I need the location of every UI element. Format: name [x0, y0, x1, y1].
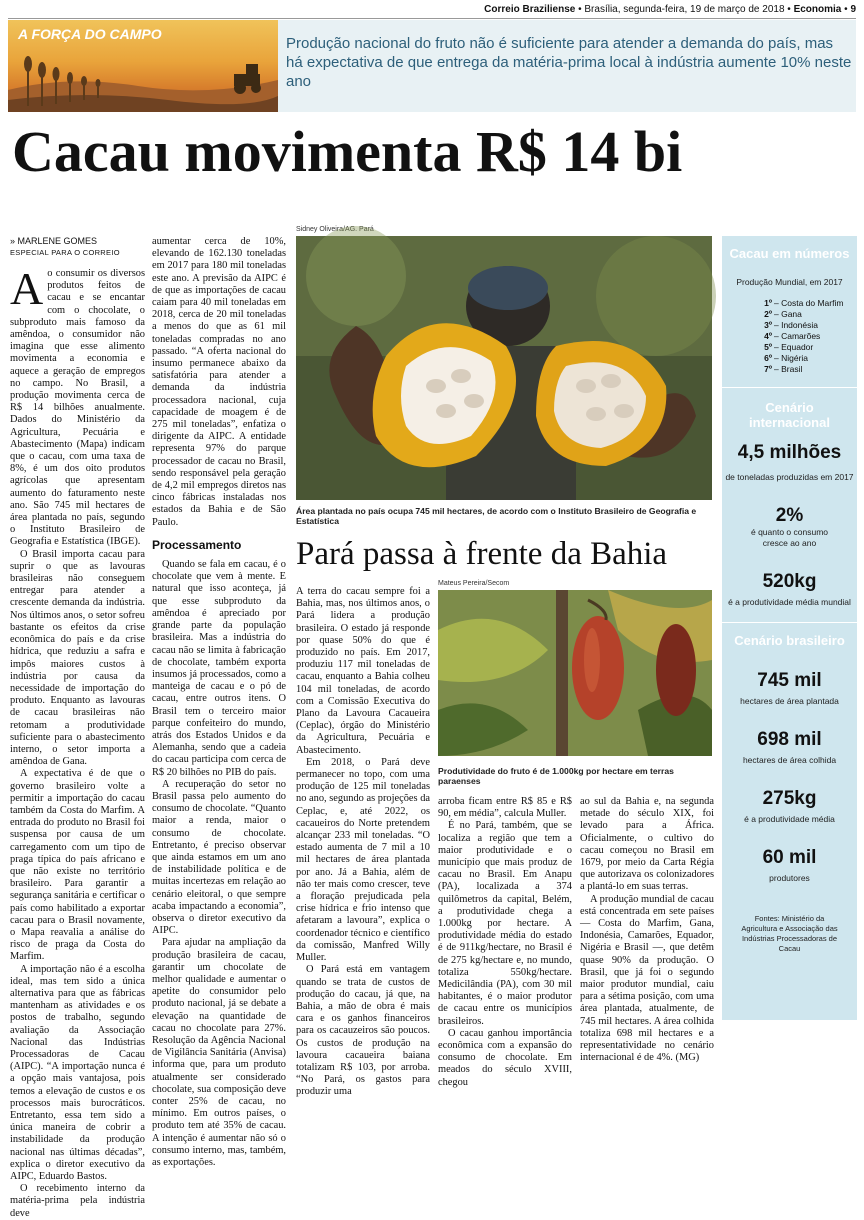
br-title: Cenário brasileiro: [734, 633, 845, 648]
headline: Cacau movimenta R$ 14 bi: [12, 119, 683, 184]
stat-label: hectares de área plantada: [740, 696, 839, 706]
paper-name: Correio Braziliense: [484, 4, 576, 15]
paragraph: O Pará está em vantagem quando se trata de custos de produção do cacau, já que, na Bahia, a mão de obra é mais cara e os ganhos financeiros para os cacauzeiros são poucos. Os custos de produção na lavoura cacaueira baiana totalizam R$ 103, por arroba. “No Pará, os gastos para produzir uma: [296, 964, 430, 1098]
cacao-tree-photo: [438, 590, 712, 756]
article-column-2: [152, 236, 286, 1169]
ranking-list: [722, 298, 857, 375]
byline-author: » MARLENE GOMES: [10, 236, 98, 246]
stat-value: 4,5 milhões: [737, 442, 842, 463]
sidebar-title: Cacau em números: [729, 246, 850, 261]
article-column-3: [296, 586, 430, 1098]
sidebar-subtitle: Produção Mundial, em 2017: [736, 277, 843, 287]
ranking-item: 7º – Brasil: [764, 364, 803, 374]
banner: [8, 20, 856, 112]
stat-label: é a produtividade média mundial: [728, 597, 851, 607]
stat-value: 698 mil: [757, 729, 822, 750]
stat-block: [722, 505, 857, 549]
paragraph: O cacau ganhou importância econômica com a expansão do consumo de chocolate. Em meados do século XVIII, chegou: [438, 1027, 572, 1088]
section-heading: Processamento: [152, 537, 242, 552]
paragraph: A importação não é a escolha ideal, mas tem sido a única alternativa para que as fábricas mantenham as atividades e os postos de trabalho, segundo avaliação da Associação Nacional das Indústrias Processadoras de Cacau (AIPC). “A importação nunca é a opção mais vantajosa, pois temos a elevação de custos e os processos mais burocráticos. Entretanto, essa tem sido a única maneira de cobrir a instabilidade da produção nacional nas últimas décadas”, explica o diretor executivo da AIPC, Eduardo Bastos.: [10, 963, 145, 1183]
paragraph: arroba ficam entre R$ 85 e R$ 90, em média”, calcula Muller.: [438, 796, 572, 820]
stat-label: é a produtividade média: [744, 814, 835, 824]
stat-value: 60 mil: [762, 847, 817, 868]
paragraph: Ao consumir os diversos produtos feitos de cacau e se encantar com o chocolate, o subproduto mais famoso da amêndoa, o consumidor não imagina que esse alimento movimenta a economia e aquece a geração de empregos no campo. No Brasil, a produção movimenta cerca de R$ 14 bilhões anualmente. Dados do Ministério da Agricultura, Pecuária e Abastecimento (Mapa) indicam que o cacau, com uma taxa de 8%, é um dos oito produtos agrícolas que apresentam aumento do faturamento neste ano. São 745 mil hectares de área plantada no país, segundo o Instituto Brasileiro de Geografia e Estatística (IBGE).: [10, 263, 145, 548]
photo-credit: Sidney Oliveira/AG. Pará: [296, 226, 374, 233]
byline: [10, 236, 145, 258]
paragraph: aumentar cerca de 10%, elevando de 162.130 toneladas em 2017 para 180 mil toneladas este ano. A previsão da AIPC é de que as importações de cacau caiam para 40 mil toneladas em 2018, cerca de 20 mil toneladas a menos do que as 61 mil toneladas compradas no ano passado. “A oferta nacional do insumo permanece abaixo da satisfatória para atender a demanda da indústria processadora nacional, cuja capacidade de moagem é de 275 mil toneladas”, enfatiza o dirigente da AIPC. A entidade representa 97% do parque processador de cacau no Brasil, sendo responsável pela geração de 4,2 mil empregos diretos nas cinco fábricas instaladas nos estados da Bahia e de São Paulo.: [152, 236, 286, 528]
paragraph: ao sul da Bahia e, na segunda metade do século XIX, foi levado para a África. Oficialmente, o cultivo do cacau começou no Brasil em 1679, por meio da Carta Régia que autorizava os colonizadores a plantá-lo em suas terras.: [580, 796, 714, 893]
stat-label: hectares de área colhida: [742, 755, 837, 765]
stat-block: [722, 571, 857, 608]
farm-illustration: [8, 20, 278, 112]
banner-kicker: A FORÇA DO CAMPO: [18, 26, 162, 42]
byline-role: ESPECIAL PARA O CORREIO: [10, 248, 120, 257]
paragraph: O recebimento interno da matéria-prima pela indústria deve: [10, 1183, 145, 1219]
stat-value: 520kg: [762, 571, 817, 592]
paragraph: A expectativa é de que o governo brasileiro volte a permitir a importação do cacau também da Costa do Marfim. A entrada do produto no Brasil foi suspensa por causa de um carregamento com um tipo de praga típica do país africano e que não existe no território brasileiro. Para garantir a segurança sanitária e certificar o país como habilitado a exportar cacau para o Brasil novamente, o Mapa reavalia a análise do risco de praga da Costa do Marfim.: [10, 768, 145, 963]
stat-value: 745 mil: [757, 670, 822, 691]
stat-value: 275kg: [762, 788, 817, 809]
paragraph: Para ajudar na ampliação da produção brasileira de cacau, garantir um chocolate de melhor qualidade e aumentar o apetite do consumidor pelo produto nacional, já se debate a elevação na quantidade de cacau no chocolate para 27%. Resolução da Agência Nacional de Vigilância Sanitária (Anvisa) informa que, para um produto atualmente ser considerado chocolate, sua composição deve conter 25% de cacau, no mínimo. Em outros países, o produto tem até 35% de cacau. A intenção é aumentar não só o consumo interno, mas, também, as exportações.: [152, 937, 286, 1169]
cacao-tree-illustration: [438, 590, 712, 756]
stat-block: [722, 847, 857, 884]
dateline: Brasília, segunda-feira, 19 de março de 2018: [584, 4, 785, 15]
intl-title: Cenário internacional: [749, 400, 830, 430]
stat-block: [722, 670, 857, 707]
article-column-5: [580, 796, 714, 1064]
paragraph: Quando se fala em cacau, é o chocolate que vem à mente. E natural que isso aconteça, já que esse subproduto da amêndoa é apreciado por grande parte da população brasileira. Mas a indústria do cacau não se limita à fabricação de chocolate, também exporta insumos já processados, como a manteiga de cacau e o pó de cacau, entre outros itens. O Brasil tem o terceiro maior parque confeiteiro do mundo, atrás dos Estados Unidos e da Alemanha, sendo que a cadeia do cacau participa com cerca de R$ 20 bilhões no PIB do país.: [152, 559, 286, 778]
photo-caption: Produtividade do fruto é de 1.000kg por hectare em terras paraenses: [438, 766, 674, 786]
ranking-item: 3º – Indonésia: [764, 320, 818, 330]
ranking-item: 6º – Nigéria: [764, 353, 809, 363]
stat-block: [722, 729, 857, 766]
cacao-pod-photo: [296, 236, 712, 500]
section-name: Economia: [793, 4, 842, 15]
photo-credit: Mateus Pereira/Secom: [438, 580, 510, 587]
sources-note: Fontes: Ministério da Agricultura e Associação das Indústrias Processadoras de Cacau: [741, 914, 838, 953]
banner-lead: Produção nacional do fruto não é suficiente para atender a demanda do país, mas há expectativa de que entrega da matéria-prima local à indústria aumente 10% neste ano: [286, 35, 852, 90]
article-column-4: [438, 796, 572, 1088]
stat-block: [722, 788, 857, 825]
ranking-item: 2º – Gana: [764, 309, 802, 319]
ranking-item: 1º – Costa do Marfim: [764, 298, 844, 308]
stat-label: produtores: [769, 873, 810, 883]
ranking-item: 5º – Equador: [764, 342, 814, 352]
stat-label: de toneladas produzidas em 2017: [725, 472, 854, 482]
stat-block: [722, 442, 857, 483]
page-number: 9: [850, 4, 856, 15]
stat-value: 2%: [775, 505, 804, 526]
photo-caption: Área plantada no país ocupa 745 mil hectares, de acordo com o Instituto Brasileiro de Geografia e Estatística: [296, 506, 697, 526]
cacao-pod-illustration: [296, 236, 712, 500]
paragraph: É no Pará, também, que se localiza a região que tem a maior produtividade e o município que mais produz de cacau no Brasil. Em Anapu (PA), localizada a 374 quilômetros da capital, Belém, a produtividade chega a 1.000kg por hectare. A produtividade média do estado é de 911kg/hectare, no Brasil é de 275 kg/hectare e, no mundo, totaliza 550kg/hectare. Medicilândia (PA), com 30 mil habitantes, é o maior produtor de cacau entre os municípios brasileiros.: [438, 820, 572, 1027]
paragraph: A recuperação do setor no Brasil passa pelo aumento do consumo de chocolate. “Quanto maior a renda, maior o consumo de chocolate. Entretanto, é preciso observar que ainda estamos em um ano de instabilidade política e de muitas incertezas em relação ao cenário eleitoral, o que sempre acaba impactando a economia”, observa o diretor executivo da AIPC.: [152, 778, 286, 937]
paragraph: A produção mundial de cacau está concentrada em sete países — Costa do Marfim, Gana, Indonésia, Camarões, Equador, Nigéria e Brasil —, que detêm quase 90% da produção. O Brasil, que já foi o segundo maior produtor mundial, caiu para a sétima posição, com uma área plantada, atualmente, de 745 mil hectares. A área colhida totaliza 698 mil hectares e a representatividade no cenário internacional é de 4%. (MG): [580, 893, 714, 1064]
paragraph: O Brasil importa cacau para suprir o que as lavouras brasileiras não conseguem entregar para atender a crescente demanda da indústria. Nos últimos anos, o setor sofreu bastante os efeitos da crise econômica do país e da crise hídrica, que reduziu a safra e impôs maiores custos à indústria por causa da necessidade de importação do produto. Enquanto as lavouras de cacau brasileiras não retomam a produtividade suficiente para o abastecimento interno, o setor importa a amêndoa de Gana.: [10, 548, 145, 768]
paragraph: Em 2018, o Pará deve permanecer no topo, com uma produção de 125 mil toneladas no ano, segundo as projeções da Ceplac, e, até 2022, os cacaueiros do Norte pretendem alcançar 233 mil toneladas. “O estado aumenta de 7 mil a 10 mil hectares de área plantada por ano. Já a Bahia, além de não ter mais como crescer, teve a floração prejudicada pela crise hídrica e frio intenso que afetaram a lavoura”, explica o coordenador técnico e científico da comissão, Manfred Willy Muller.: [296, 756, 430, 964]
paragraph: A terra do cacau sempre foi a Bahia, mas, nos últimos anos, o Pará lidera a produção brasileira. O estado já responde por quase 50% do que é produzido no país. Em 2017, produziu 117 mil toneladas de cacau, enquanto a Bahia colheu 104 mil toneladas, de acordo com a Comissão Executiva do Plano da Lavoura Cacaueira (Ceplac), órgão do Ministério da Agricultura, Pecuária e Abastecimento.: [296, 586, 430, 756]
ranking-item: 4º – Camarões: [764, 331, 821, 341]
article-column-1: [10, 236, 145, 1219]
dropcap: A: [10, 263, 44, 314]
subheadline: Pará passa à frente da Bahia: [296, 536, 668, 572]
stat-label: é quanto o consumo cresce ao ano: [750, 527, 829, 548]
numbers-sidebar: [722, 236, 857, 1020]
masthead: Correio Braziliense • Brasília, segunda-feira, 19 de março de 2018 • Economia • 9: [8, 2, 856, 19]
